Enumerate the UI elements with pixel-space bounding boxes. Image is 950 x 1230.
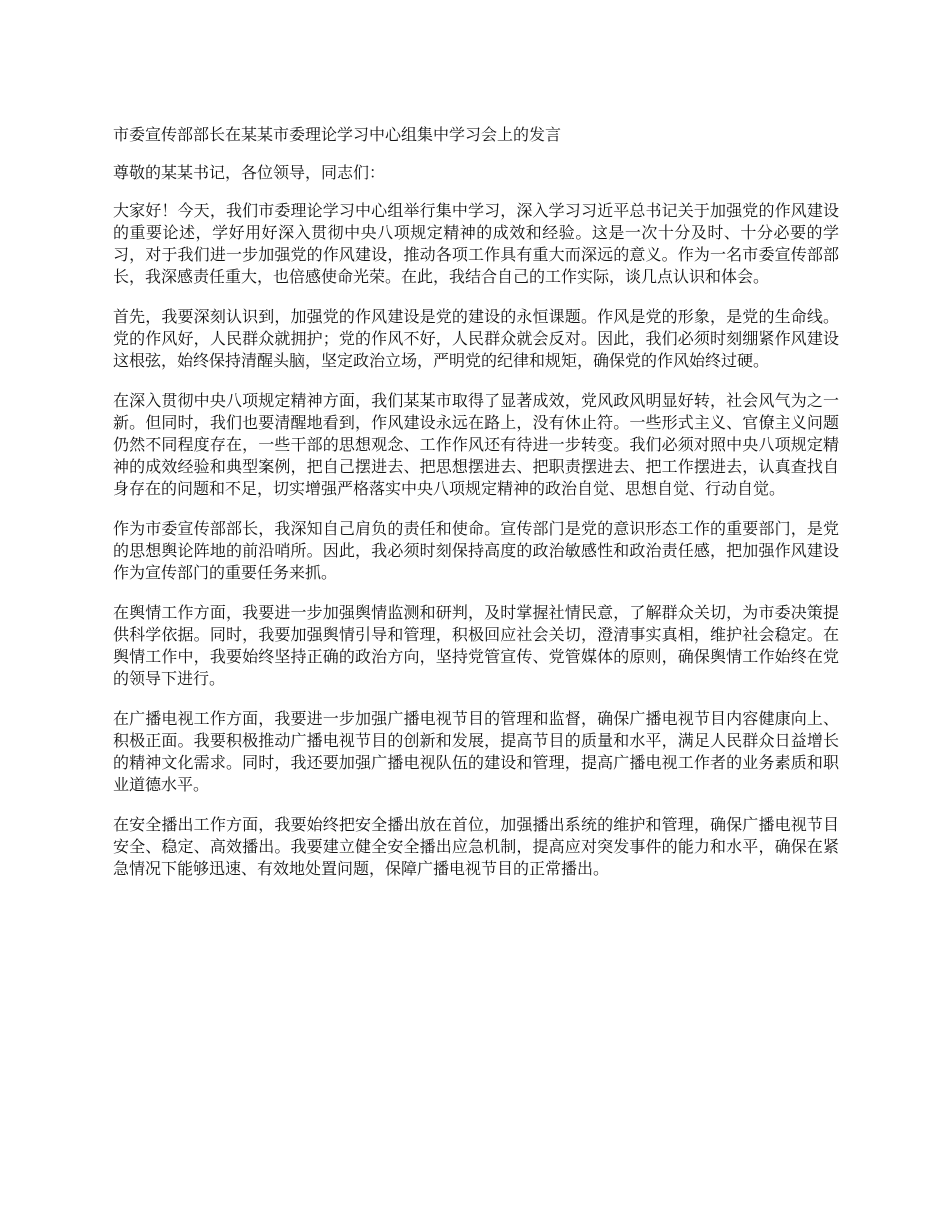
paragraph-responsibility: 作为市委宣传部部长，我深知自己肩负的责任和使命。宣传部门是党的意识形态工作的重要部门，是党的思想舆论阵地的前沿哨所。因此，我必须时刻保持高度的政治敏感性和政治责任感，把加强作风建设作为宣传部门的重要任务来抓。 [113,519,839,582]
paragraph-broadcasting: 在广播电视工作方面，我要进一步加强广播电视节目的管理和监督，确保广播电视节目内容健康向上、积极正面。我要积极推动广播电视节目的创新和发展，提高节目的质量和水平，满足人民群众日益增长的精神文化需求。同时，我还要加强广播电视队伍的建设和管理，提高广播电视工作者的业务素质和职业道德水平。 [113,709,839,794]
paragraph-safe-broadcast: 在安全播出工作方面，我要始终把安全播出放在首位，加强播出系统的维护和管理，确保广播电视节目安全、稳定、高效播出。我要建立健全安全播出应急机制，提高应对突发事件的能力和水平，确保在紧急情况下能够迅速、有效地处置问题，保障广播电视节目的正常播出。 [113,815,839,878]
paragraph-style-importance: 首先，我要深刻认识到，加强党的作风建设是党的建设的永恒课题。作风是党的形象，是党的生命线。党的作风好，人民群众就拥护；党的作风不好，人民群众就会反对。因此，我们必须时刻绷紧作风建设这根弦，始终保持清醒头脑，坚定政治立场，严明党的纪律和规矩，确保党的作风始终过硬。 [113,307,839,370]
salutation: 尊敬的某某书记，各位领导，同志们： [113,163,386,182]
paragraph-public-opinion: 在舆情工作方面，我要进一步加强舆情监测和研判，及时掌握社情民意，了解群众关切，为市委决策提供科学依据。同时，我要加强舆情引导和管理，积极回应社会关切，澄清事实真相，维护社会稳定。在舆情工作中，我要始终坚持正确的政治方向，坚持党管宣传、党管媒体的原则，确保舆情工作始终在党的领导下进行。 [113,603,839,688]
document-title: 市委宣传部部长在某某市委理论学习中心组集中学习会上的发言 [113,125,562,144]
document-page [113,124,839,898]
paragraph-eight-rules: 在深入贯彻中央八项规定精神方面，我们某某市取得了显著成效，党风政风明显好转，社会风气为之一新。但同时，我们也要清醒地看到，作风建设永远在路上，没有休止符。一些形式主义、官僚主义问题仍然不同程度存在，一些干部的思想观念、工作作风还有待进一步转变。我们必须对照中央八项规定精神的成效经验和典型案例，把自己摆进去、把思想摆进去、把职责摆进去、把工作摆进去，认真查找自身存在的问题和不足，切实增强严格落实中央八项规定精神的政治自觉、思想自觉、行动自觉。 [113,391,839,498]
paragraph-opening: 大家好！今天，我们市委理论学习中心组举行集中学习，深入学习习近平总书记关于加强党的作风建设的重要论述，学好用好深入贯彻中央八项规定精神的成效和经验。这是一次十分及时、十分必要的学习，对于我们进一步加强党的作风建设，推动各项工作具有重大而深远的意义。作为一名市委宣传部部长，我深感责任重大，也倍感使命光荣。在此，我结合自己的工作实际，谈几点认识和体会。 [113,201,839,286]
